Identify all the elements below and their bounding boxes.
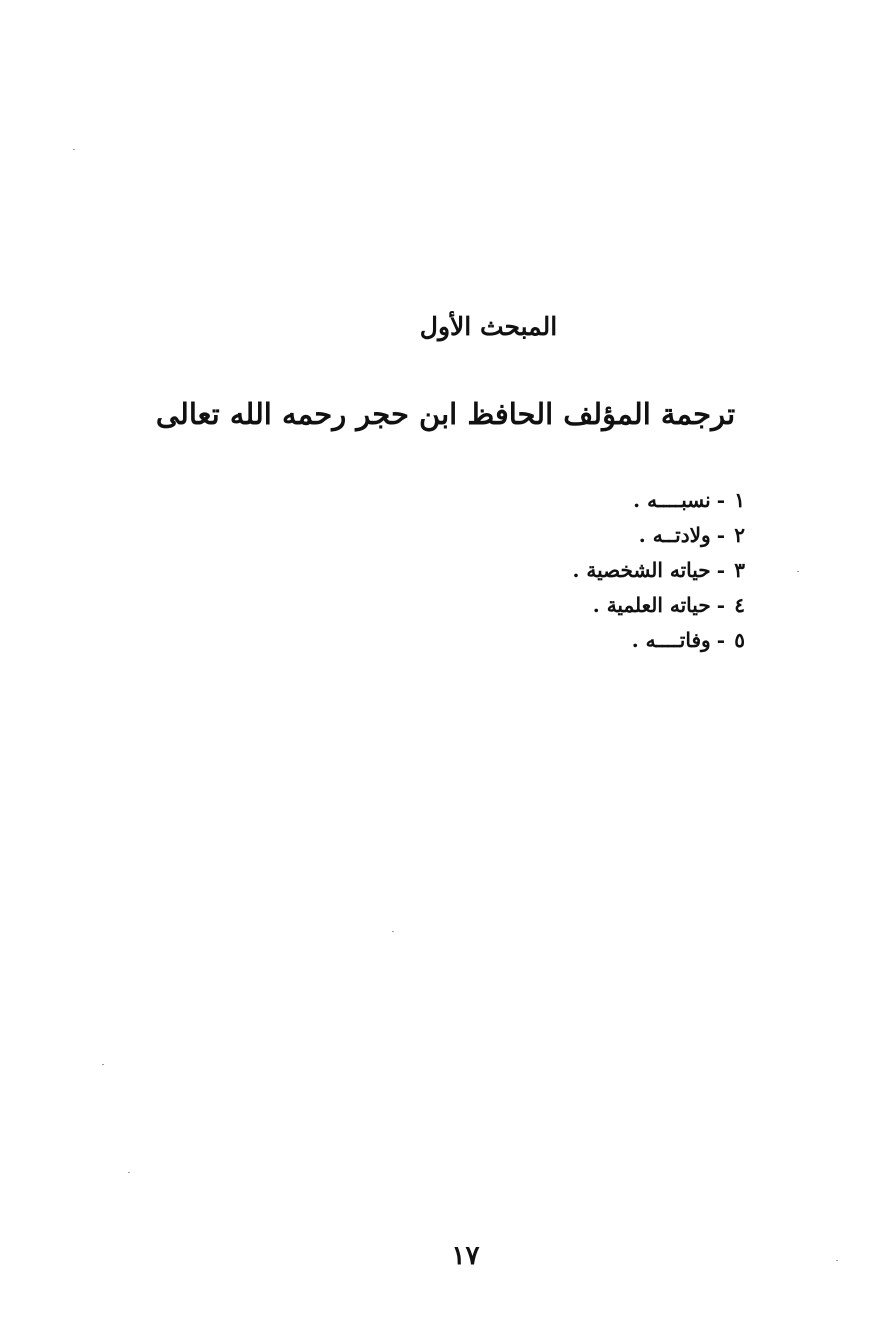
chapter-title: ترجمة المؤلف الحافظ ابن حجر رحمه الله تعالى: [155, 397, 736, 431]
contents-item: [325, 483, 745, 518]
scan-speck: [392, 931, 394, 932]
item-number: ٤: [734, 593, 745, 617]
scan-speck: [797, 571, 799, 572]
scan-speck: [102, 1064, 104, 1065]
item-text: نسبــــه .: [633, 488, 711, 512]
scan-speck: [836, 1260, 838, 1261]
item-dash: -: [716, 628, 725, 652]
scan-speck: [73, 149, 75, 150]
item-text: حياته الشخصية .: [572, 558, 711, 582]
contents-item: [325, 553, 745, 588]
item-number: ٢: [734, 523, 745, 547]
item-dash: -: [716, 593, 725, 617]
item-number: ١: [734, 488, 745, 512]
page-number: ١٧: [451, 1241, 480, 1271]
scan-speck: [128, 1172, 130, 1173]
item-text: ولادتــه .: [638, 523, 711, 547]
item-dash: -: [716, 523, 725, 547]
item-text: وفاتــــه .: [631, 628, 711, 652]
section-heading: المبحث الأول: [419, 312, 558, 341]
contents-list: [325, 483, 745, 658]
item-number: ٥: [734, 628, 745, 652]
item-text: حياته العلمية .: [592, 593, 711, 617]
contents-item: [325, 623, 745, 658]
item-dash: -: [716, 488, 725, 512]
contents-item: [325, 518, 745, 553]
item-number: ٣: [734, 558, 745, 582]
contents-item: [325, 588, 745, 623]
item-dash: -: [716, 558, 725, 582]
